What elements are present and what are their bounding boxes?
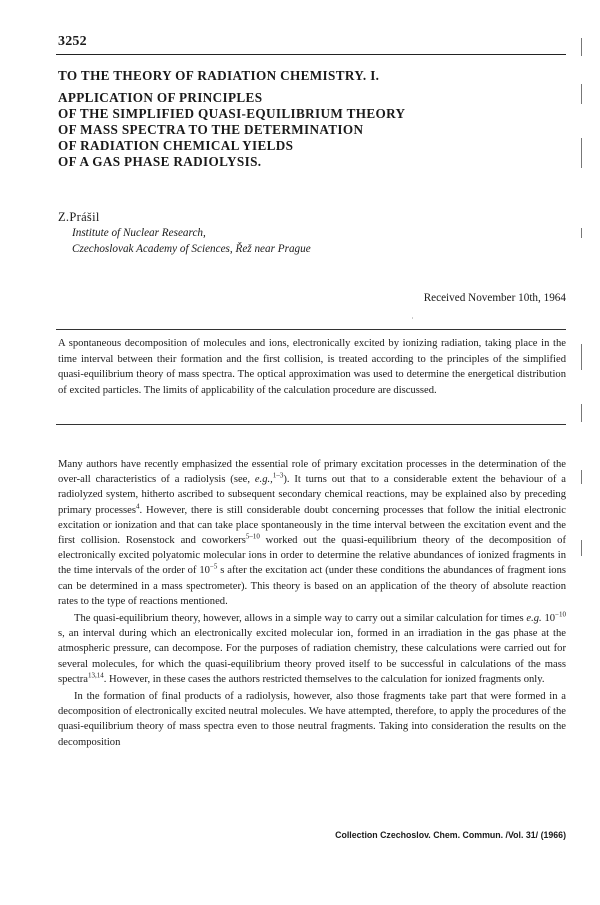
scan-margin-mark bbox=[581, 138, 582, 168]
title-line-5: OF RADIATION CHEMICAL YIELDS bbox=[58, 138, 294, 153]
scan-margin-mark bbox=[581, 344, 582, 370]
exponent: −5 bbox=[209, 562, 218, 571]
abstract-text: A spontaneous decomposition of molecules and ions, electronically excited by ionizing radiation, taking place in the time interval between their formation and the first collision, is treated according to the principles of the simplified quasi-equilibrium theory of mass spectra. The optical approximation was used to determine the energetical distribution of excited particles. The limits of applicability of the calculation procedure are discussed. bbox=[58, 338, 566, 396]
scan-margin-mark bbox=[581, 84, 582, 104]
citation-ref: 1–3 bbox=[272, 471, 284, 480]
scan-margin-mark bbox=[581, 540, 582, 556]
title-line-4: OF MASS SPECTRA TO THE DETERMINATION bbox=[58, 122, 364, 137]
scan-margin-mark bbox=[581, 228, 582, 238]
title-line-6: OF A GAS PHASE RADIOLYSIS. bbox=[58, 154, 262, 169]
affiliation-line-2: Czechoslovak Academy of Sciences, Řež near Prague bbox=[72, 242, 311, 255]
exponent: −10 bbox=[555, 610, 566, 619]
title-line-2: APPLICATION OF PRINCIPLES bbox=[58, 90, 263, 105]
title-line-3: OF THE SIMPLIFIED QUASI-EQUILIBRIUM THEORY bbox=[58, 106, 406, 121]
scan-margin-mark bbox=[581, 38, 582, 56]
header-rule bbox=[56, 54, 566, 55]
title-line-1: TO THE THEORY OF RADIATION CHEMISTRY. I. bbox=[58, 68, 380, 83]
author-affiliation bbox=[72, 226, 311, 257]
journal-citation-footer: Collection Czechoslov. Chem. Commun. /Vol. 31/ (1966) bbox=[335, 830, 566, 840]
scan-margin-mark bbox=[581, 404, 582, 422]
article-title bbox=[58, 68, 528, 170]
author-name: Z.Prášil bbox=[58, 210, 100, 224]
page-number: 3252 bbox=[58, 34, 87, 49]
body-paragraph-1: Many authors have recently emphasized the essential role of primary excitation processes in the determination of the over-all characteristics of a radiolysis (see, e.g.,$^{1-3}$). It turns out that to a considerable extent the behaviour of a radiolyzed system, hitherto ascribed to subsequent secondary chemical reactions, may be explained also by preceding primary processes$^4$. However, there is still considerable doubt concerning processes that follow the initial electronic excitation or ionization and that can take place spontaneously in the time interval between the excitation event and the first collision. Rosenstock and coworkers$^{5-10}$ worked out the quasi-equilibrium theory of the decomposition of electronically excited polyatomic molecular ions in order to determine the relative abundances of ionized fragments in the time intervals of the order of $10^{-5}$ s after the excitation act (under these conditions the abundances of fragment ions can be determined in a mass spectrometer). This theory is based on an application of the theory of absolute reaction rates to the type of reactions mentioned. bbox=[58, 459, 567, 607]
body-paragraph-2: The quasi-equilibrium theory, however, allows in a simple way to carry out a similar calculation for times e.g. $10^{-10}$ s, an interval during which an electronically excited molecular ion, formed in an irradiation in the gas phase at the atmospheric pressure, can decompose. For the purposes of radiation chemistry, these calculations were carried out for several molecules, for which the quasi-equilibrium theory proved itself to be successful in calculations of the mass spectra$^{13,14}$. However, in these cases the authors restricted themselves to the calculation for ionized fragments only. bbox=[58, 610, 566, 685]
affiliation-line-1: Institute of Nuclear Research, bbox=[72, 227, 206, 239]
abstract-rule-bottom bbox=[56, 424, 566, 425]
citation-ref: 13,14 bbox=[88, 671, 104, 680]
citation-ref: 4 bbox=[136, 502, 140, 511]
body-paragraph-3: In the formation of final products of a radiolysis, however, also those fragments take part that were formed in a decomposition of electronically excited neutral molecules. We have attempted, therefore, to apply the procedures of the quasi-equilibrium theory of mass spectra even to those neutral fragments. Taking into consideration the results on the decomposition bbox=[58, 691, 566, 748]
scan-speck: ˙ bbox=[411, 316, 414, 326]
citation-ref: 5–10 bbox=[245, 532, 260, 541]
received-date: Received November 10th, 1964 bbox=[423, 292, 566, 304]
article-body bbox=[58, 457, 566, 752]
scan-margin-mark bbox=[581, 470, 582, 484]
abstract-rule-top bbox=[56, 329, 566, 330]
